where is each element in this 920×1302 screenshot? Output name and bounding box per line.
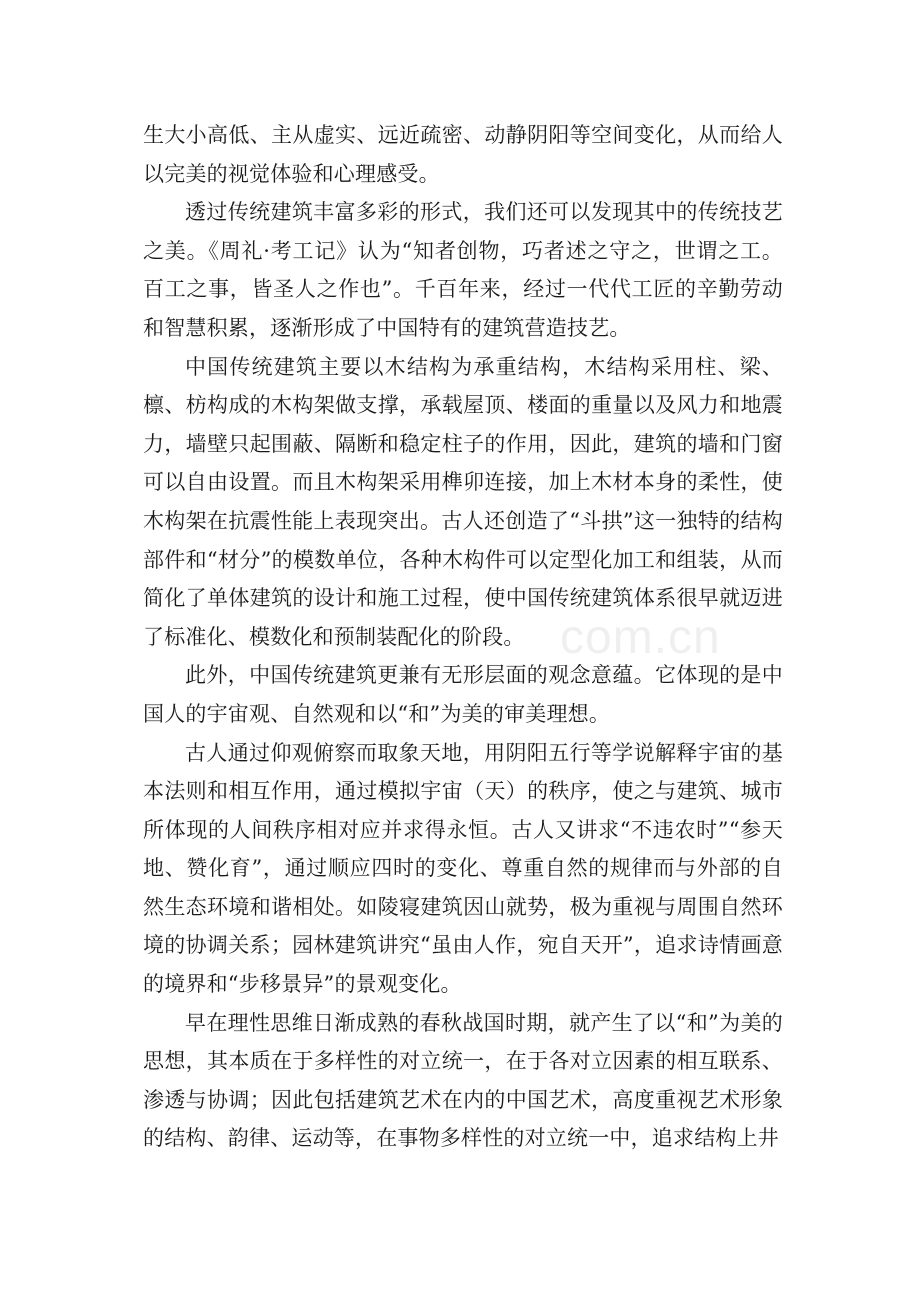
paragraph-4: 此外，中国传统建筑更兼有无形层面的观念意蕴。它体现的是中国人的宇宙观、自然观和以“和”为美的审美理想。: [143, 663, 783, 726]
watermark: com.cn: [560, 611, 721, 664]
paragraph-5: 古人通过仰观俯察而取象天地，用阴阳五行等学说解释宇宙的基本法则和相互作用，通过模拟宇宙（天）的秩序，使之与建筑、城市所体现的人间秩序相对应并求得永恒。古人又讲求“不违农时”“参天地、赞化育”，通过顺应四时的变化、尊重自然的规律而与外部的自然生态环境和谐相处。如陵寝建筑因山就势，极为重视与周围自然环境的协调关系；园林建筑讲究“虽由人作，宛自天开”，追求诗情画意的境界和“步移景异”的景观变化。: [143, 740, 783, 997]
paragraph-1: 生大小高低、主从虚实、远近疏密、动静阴阳等空间变化，从而给人以完美的视觉体验和心理感受。: [143, 123, 783, 186]
paragraph-2: 透过传统建筑丰富多彩的形式，我们还可以发现其中的传统技艺之美。《周礼·考工记》认为“知者创物，巧者述之守之，世谓之工。百工之事，皆圣人之作也”。千百年来，经过一代代工匠的辛勤劳动和智慧积累，逐渐形成了中国特有的建筑营造技艺。: [143, 200, 783, 340]
paragraph-6: 早在理性思维日渐成熟的春秋战国时期，就产生了以“和”为美的思想，其本质在于多样性的对立统一，在于各对立因素的相互联系、渗透与协调；因此包括建筑艺术在内的中国艺术，高度重视艺术形象的结构、韵律、运动等，在事物多样性的对立统一中，追求结构上井: [143, 1010, 783, 1151]
paragraph-3: 中国传统建筑主要以木结构为承重结构，木结构采用柱、梁、檩、枋构成的木构架做支撑，承载屋顶、楼面的重量以及风力和地震力，墙壁只起围蔽、隔断和稳定柱子的作用，因此，建筑的墙和门窗可以自由设置。而且木构架采用榫卯连接，加上木材本身的柔性，使木构架在抗震性能上表现突出。古人还创造了“斗拱”这一独特的结构部件和“材分”的模数单位，各种木构件可以定型化加工和组装，从而简化了单体建筑的设计和施工过程，使中国传统建筑体系很早就迈进了标准化、模数化和预制装配化的阶段。: [143, 354, 783, 649]
